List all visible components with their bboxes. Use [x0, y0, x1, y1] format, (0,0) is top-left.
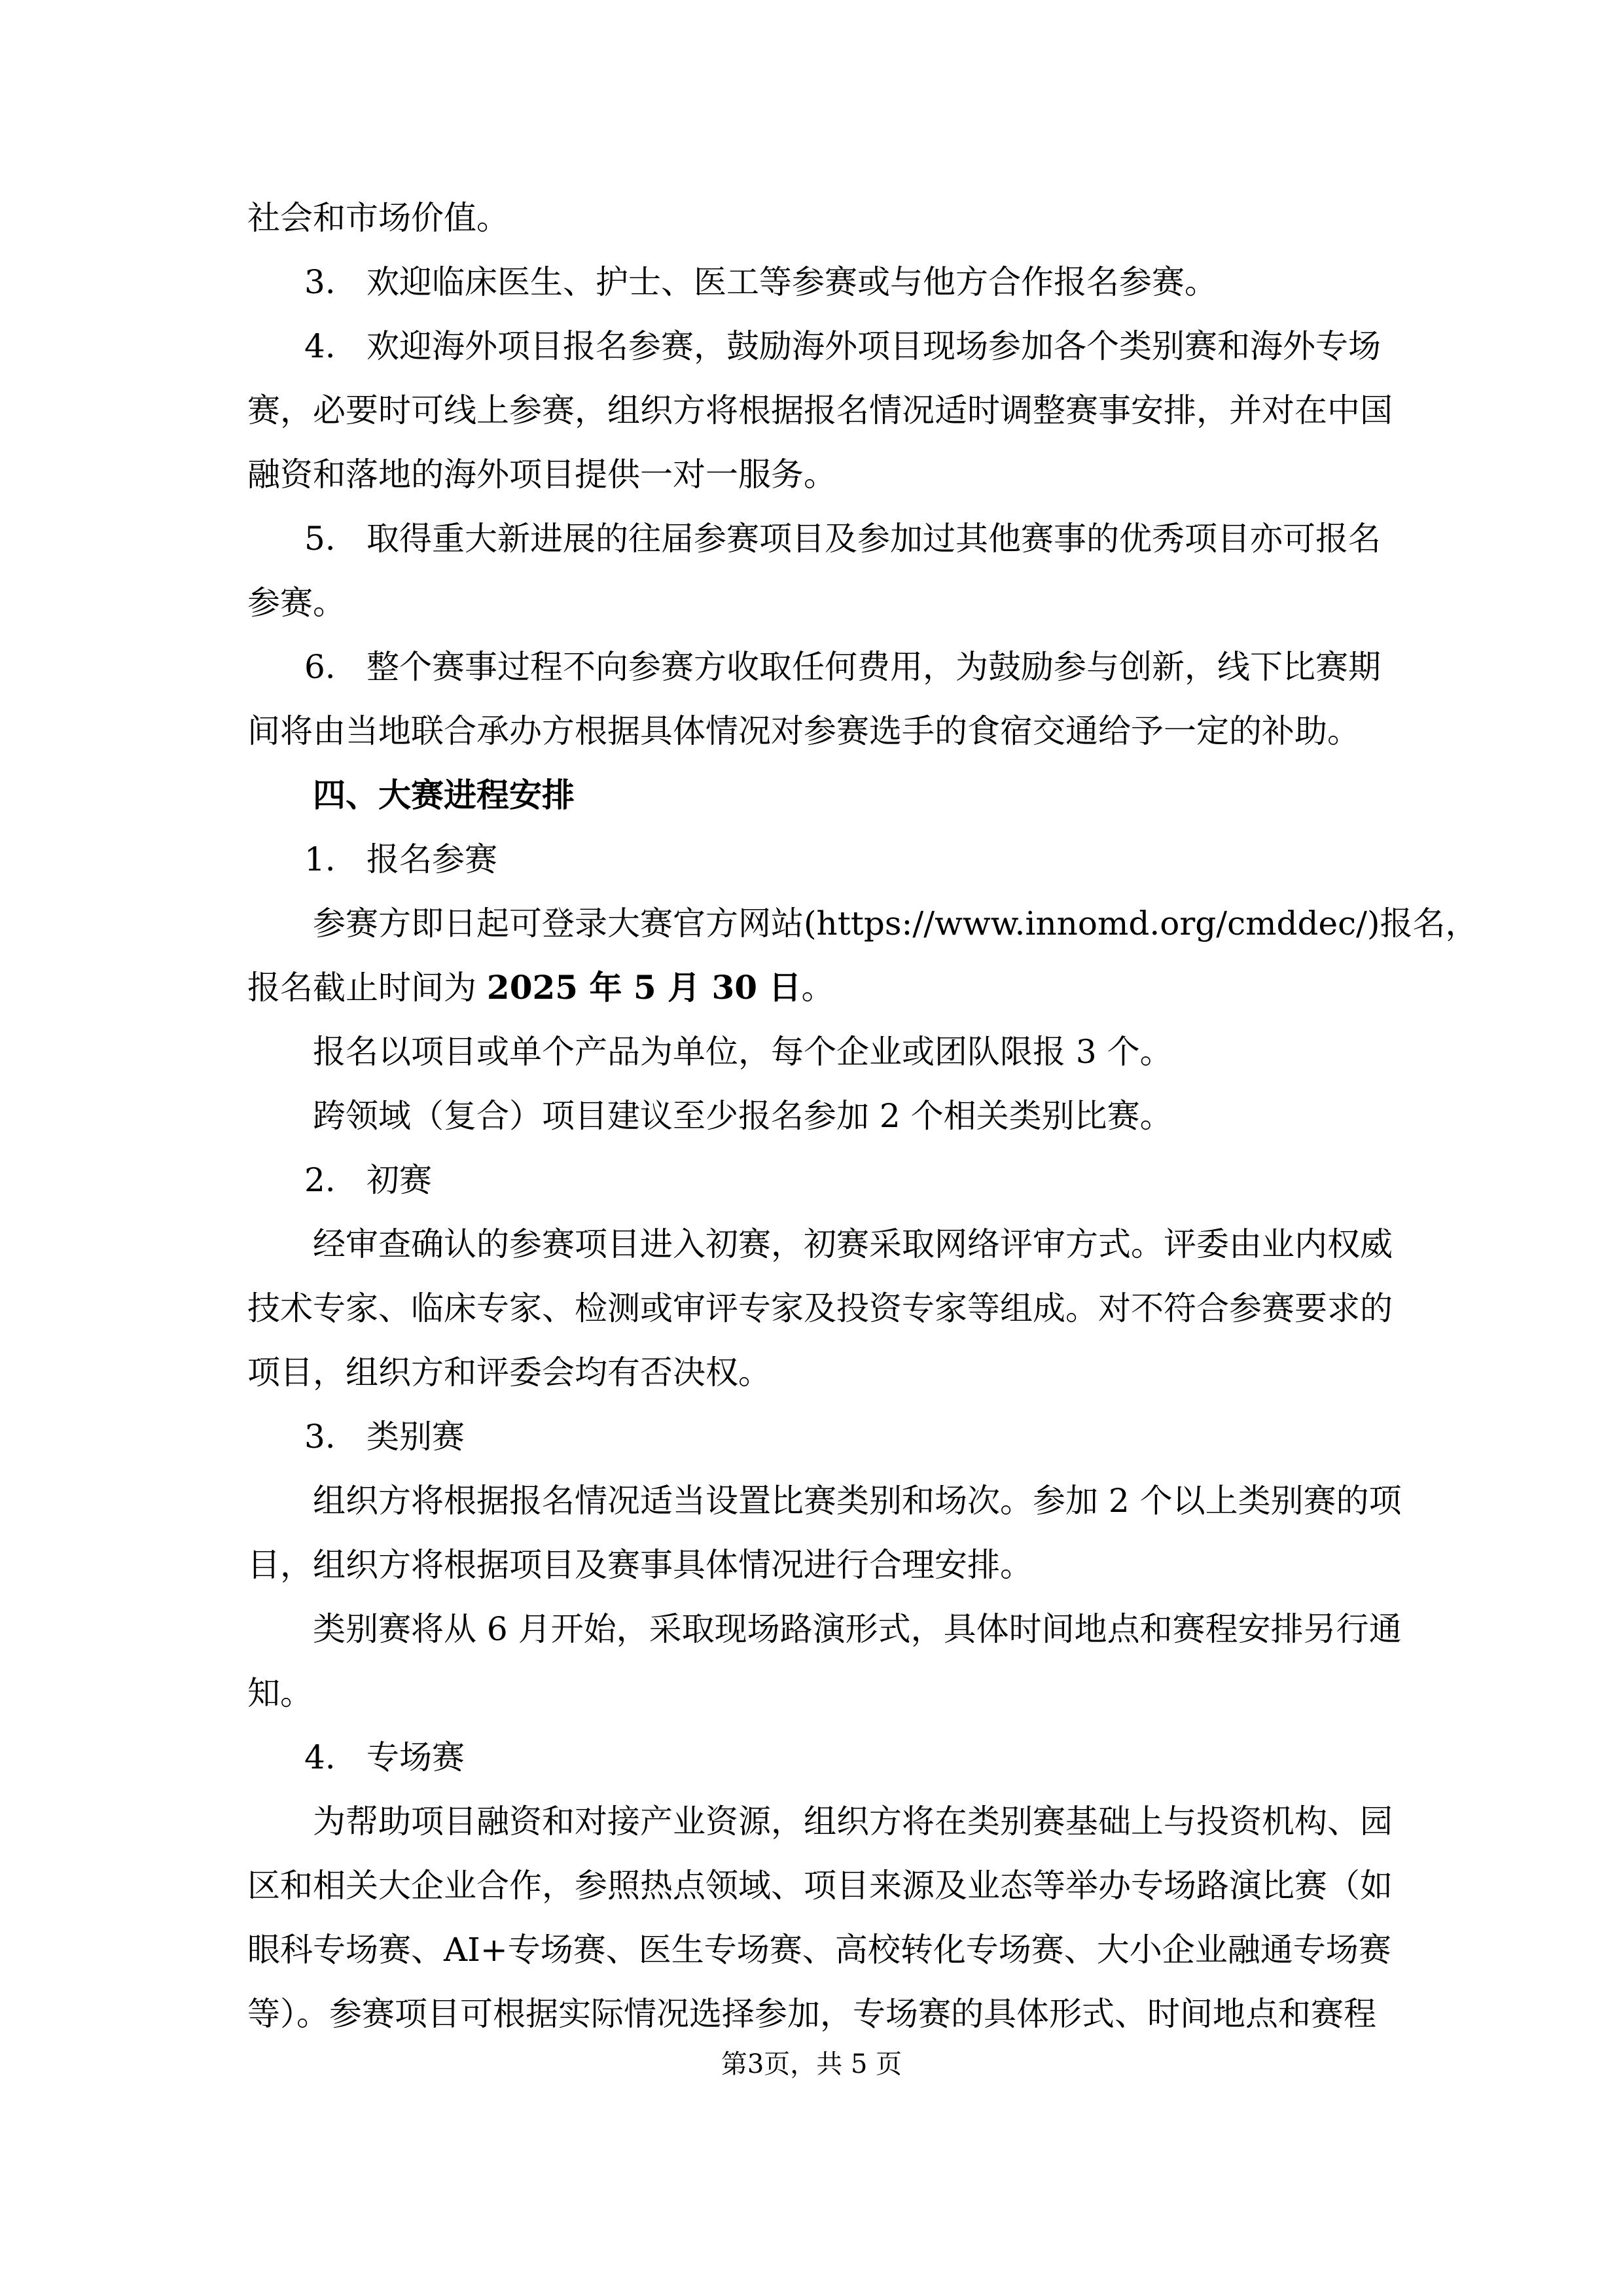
text-line: [247, 635, 1387, 699]
text-line: [247, 1276, 1393, 1340]
url-text: 参赛方即日起可登录大赛官方网站(https://www.innomd.org/cmddec/)报名，: [313, 905, 1478, 942]
text-line: [247, 827, 1387, 891]
text-segment: 赛，必要时可线上参赛，组织方将根据报名情况适时调整赛事安排，并对在中国: [247, 391, 1393, 429]
text-segment: 。: [801, 969, 834, 1007]
text-line: [247, 1405, 1387, 1469]
text-segment: 等）。参赛项目可根据实际情况选择参加，专场赛的具体形式、时间地点和赛程: [247, 1995, 1376, 2033]
section-heading: [247, 763, 1387, 827]
text-segment: 四、大赛进程安排: [313, 776, 575, 814]
list-number: 3.: [304, 1418, 336, 1456]
page-number-footer: 第3页，共 5 页: [721, 2049, 902, 2079]
list-number: 1.: [304, 840, 336, 878]
text-line: [247, 1084, 1387, 1148]
list-number: 5.: [304, 520, 336, 558]
list-number: 6.: [304, 648, 336, 686]
text-line: [247, 1661, 1387, 1725]
text-segment: 类别赛: [366, 1418, 465, 1456]
text-line: [247, 1533, 1387, 1597]
text-segment: 2025 年 5 月 30 日: [486, 968, 802, 1007]
text-line: [247, 1469, 1402, 1533]
text-segment: 报名截止时间为: [247, 969, 487, 1007]
text-line: [247, 956, 1387, 1020]
text-line: [247, 378, 1393, 442]
text-segment: 项目，组织方和评委会均有否决权。: [247, 1354, 771, 1391]
text-segment: 类别赛将从 6 月开始，采取现场路演形式，具体时间地点和赛程安排另行通: [313, 1610, 1402, 1648]
text-segment: 区和相关大企业合作，参照热点领域、项目来源及业态等举办专场路演比赛（如: [247, 1867, 1393, 1905]
text-segment: 报名参赛: [366, 840, 497, 878]
text-line: [247, 250, 1387, 314]
text-segment: 专场赛: [366, 1738, 465, 1776]
text-line: [247, 507, 1387, 571]
text-line: [247, 442, 1387, 507]
text-segment: 经审查确认的参赛项目进入初赛，初赛采取网络评审方式。评委由业内权威: [313, 1225, 1393, 1263]
text-segment: 融资和落地的海外项目提供一对一服务。: [247, 456, 836, 493]
text-segment: 参赛。: [247, 584, 346, 622]
text-line: [247, 1020, 1387, 1084]
text-line: [247, 1340, 1387, 1405]
text-line: [247, 186, 1387, 250]
text-segment: 初赛: [366, 1161, 432, 1199]
list-number: 4.: [304, 1738, 336, 1776]
text-line: [247, 314, 1387, 378]
text-line: [247, 1918, 1391, 1982]
text-line: [247, 1597, 1402, 1661]
text-segment: 组织方将根据报名情况适当设置比赛类别和场次。参加 2 个以上类别赛的项: [313, 1482, 1402, 1520]
text-line: [247, 1212, 1393, 1276]
text-segment: 整个赛事过程不向参赛方收取任何费用，为鼓励参与创新，线下比赛期: [366, 648, 1381, 686]
text-segment: 跨领域（复合）项目建议至少报名参加 2 个相关类别比赛。: [313, 1097, 1173, 1135]
list-number: 3.: [304, 263, 336, 301]
text-segment: 目，组织方将根据项目及赛事具体情况进行合理安排。: [247, 1546, 1033, 1584]
text-segment: 间将由当地联合承办方根据具体情况对参赛选手的食宿交通给予一定的补助。: [247, 712, 1360, 750]
text-line: [247, 891, 1478, 956]
text-segment: 为帮助项目融资和对接产业资源，组织方将在类别赛基础上与投资机构、园: [313, 1803, 1393, 1840]
text-segment: 知。: [247, 1674, 313, 1712]
text-line: [247, 571, 1387, 635]
text-segment: 社会和市场价值。: [247, 199, 509, 237]
text-line: [247, 1789, 1393, 1854]
text-line: [247, 1982, 1387, 2046]
text-line: [247, 1725, 1387, 1789]
text-segment: 欢迎海外项目报名参赛，鼓励海外项目现场参加各个类别赛和海外专场: [366, 327, 1381, 365]
text-line: [247, 699, 1387, 763]
list-number: 2.: [304, 1161, 336, 1199]
text-segment: 取得重大新进展的往届参赛项目及参加过其他赛事的优秀项目亦可报名: [366, 520, 1381, 558]
text-segment: 报名以项目或单个产品为单位，每个企业或团队限报 3 个。: [313, 1033, 1173, 1071]
text-segment: 欢迎临床医生、护士、医工等参赛或与他方合作报名参赛。: [366, 263, 1217, 301]
text-line: [247, 1854, 1393, 1918]
text-segment: 眼科专场赛、AI+专场赛、医生专场赛、高校转化专场赛、大小企业融通专场赛: [247, 1931, 1391, 1969]
text-line: [247, 1148, 1387, 1212]
text-segment: 技术专家、临床专家、检测或审评专家及投资专家等组成。对不符合参赛要求的: [247, 1289, 1393, 1327]
list-number: 4.: [304, 327, 336, 365]
document-body: [247, 186, 1478, 2046]
